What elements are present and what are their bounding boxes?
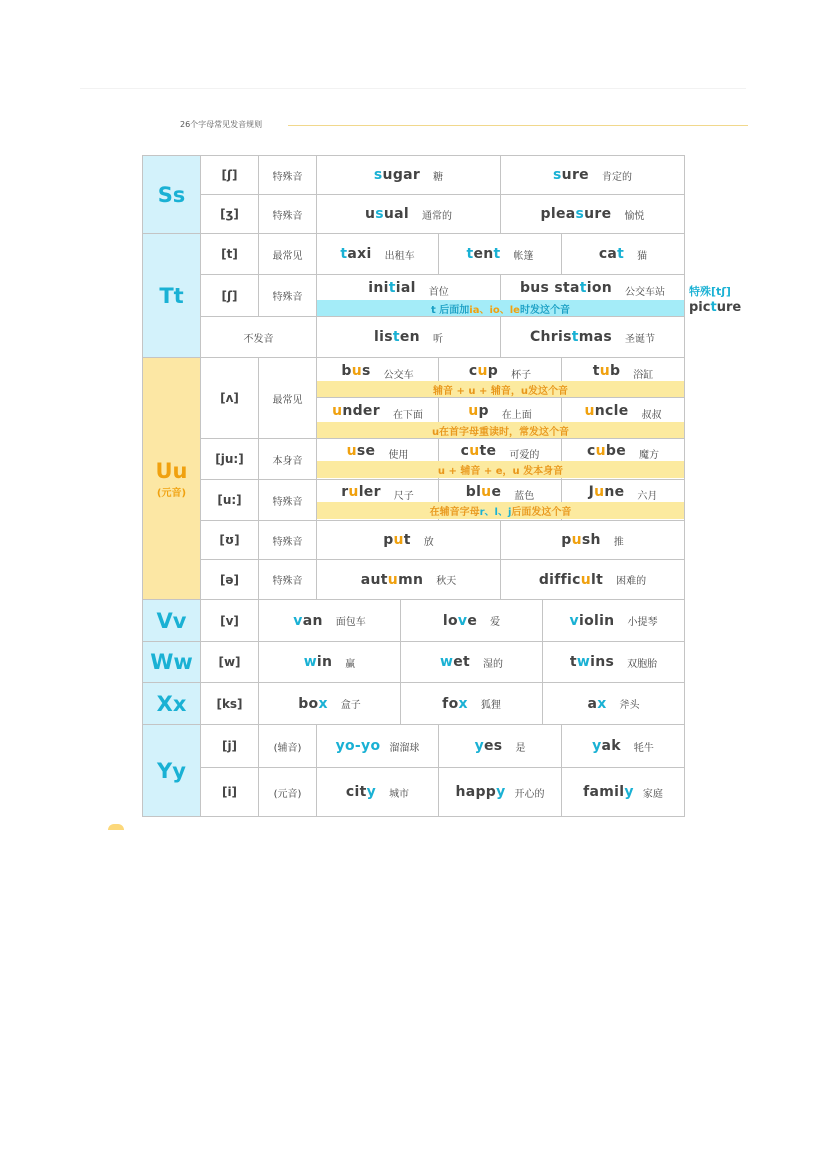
meaning-christmas: 圣诞节 <box>625 333 656 345</box>
word-up: up <box>468 403 489 419</box>
meaning-cube: 魔方 <box>639 450 659 461</box>
word-under: under <box>332 403 380 419</box>
rule-banner-u-2: u在首字母重读时，常发这个音 <box>317 422 684 438</box>
ipa-y-2: [i] <box>200 767 259 817</box>
word-wet: wet <box>439 654 471 670</box>
side-note-label: 特殊[tʃ] <box>689 285 731 298</box>
word-christmas: Christmas <box>529 329 613 345</box>
word-violin: violin <box>569 612 615 629</box>
decorative-dot <box>108 824 124 830</box>
meaning-yak: 牦牛 <box>633 742 654 754</box>
word-cell-pleasure <box>500 194 685 234</box>
header-rule <box>288 125 748 126</box>
word-cell-autumn <box>316 559 501 600</box>
meaning-bus: 公交车 <box>383 370 414 381</box>
letter-v: Vv <box>156 608 187 633</box>
meaning-taxi: 出租车 <box>384 250 415 262</box>
word-initial: initial <box>368 280 416 296</box>
word-van: van <box>293 612 323 629</box>
word-cube: cube <box>586 443 626 459</box>
letter-x: Xx <box>156 691 187 716</box>
word-taxi: taxi <box>340 246 372 262</box>
letter-cell-s <box>142 155 201 234</box>
word-cell-twins <box>542 641 685 683</box>
meaning-win: 赢 <box>345 658 356 670</box>
letter-cell-t <box>142 233 201 358</box>
word-cell-win <box>258 641 401 683</box>
word-sure: sure <box>553 167 589 183</box>
word-cell-box <box>258 682 401 725</box>
word-bus-station: bus station <box>519 280 613 296</box>
word-cell-cat <box>561 233 685 275</box>
letter-cell-u <box>142 357 201 600</box>
ipa-u-2: [ju:] <box>200 438 259 480</box>
word-fox: fox <box>442 695 468 712</box>
tag-y-1: (辅音) <box>258 724 317 768</box>
word-cell-city <box>316 767 439 817</box>
meaning-use: 使用 <box>388 450 409 461</box>
ipa-s-2: [ʒ] <box>200 194 259 234</box>
word-cell-usual <box>316 194 501 234</box>
meaning-ax: 斧头 <box>619 700 640 711</box>
word-cell-listen <box>316 316 501 358</box>
meaning-difficult: 困难的 <box>616 576 647 587</box>
meaning-cute: 可爱的 <box>509 450 540 461</box>
letter-y: Yy <box>157 758 186 783</box>
letter-cell-x <box>142 682 201 725</box>
ipa-v: [v] <box>200 599 259 642</box>
word-sugar: sugar <box>373 167 421 183</box>
ipa-s-1: [ʃ] <box>200 155 259 195</box>
tag-u-3: 特殊音 <box>258 479 317 521</box>
word-yak: yak <box>592 738 621 754</box>
word-cell-taxi <box>316 233 439 275</box>
word-cell-push <box>500 520 685 560</box>
meaning-push: 推 <box>613 536 624 548</box>
word-put: put <box>383 532 411 548</box>
letter-u: Uu <box>155 458 188 483</box>
meaning-put: 放 <box>423 536 434 548</box>
tag-y-2: (元音) <box>258 767 317 817</box>
meaning-listen: 听 <box>432 333 443 345</box>
word-cell-sure <box>500 155 685 195</box>
meaning-yoyo: 溜溜球 <box>389 742 420 754</box>
word-tent: tent <box>466 246 501 262</box>
word-june: June <box>588 484 625 500</box>
word-cell-sugar <box>316 155 501 195</box>
ipa-t-2: [ʃ] <box>200 274 259 317</box>
meaning-sugar: 糖 <box>433 171 444 183</box>
letter-cell-w <box>142 641 201 683</box>
word-difficult: difficult <box>538 571 604 588</box>
tag-u-2: 本身音 <box>258 438 317 480</box>
page-title: 26个字母常见发音规则 <box>180 120 263 129</box>
word-cell-yoyo <box>316 724 439 768</box>
word-city: city <box>345 784 377 800</box>
meaning-under: 在下面 <box>392 410 423 421</box>
side-note-picture <box>689 283 741 315</box>
word-cell-put <box>316 520 501 560</box>
meaning-fox: 狐狸 <box>480 700 501 711</box>
word-box: box <box>298 695 328 712</box>
tag-t-silent: 不发音 <box>200 316 317 358</box>
meaning-blue: 蓝色 <box>514 491 535 502</box>
tag-u-5: 特殊音 <box>258 559 317 600</box>
word-family: family <box>583 784 634 800</box>
meaning-june: 六月 <box>637 491 658 502</box>
meaning-tent: 帐篷 <box>513 250 534 262</box>
word-ruler: ruler <box>341 484 381 500</box>
meaning-up: 在上面 <box>501 410 532 421</box>
pronunciation-table <box>142 155 685 817</box>
word-blue: blue <box>465 484 502 500</box>
word-cell-love <box>400 599 543 642</box>
word-cell-ax <box>542 682 685 725</box>
word-cell-tent <box>438 233 562 275</box>
letter-s: Ss <box>157 182 186 207</box>
word-uncle: uncle <box>584 403 629 419</box>
rule-banner-t: t 后面加 ia、io、le 时发这个音 <box>317 300 684 316</box>
word-cell-difficult <box>500 559 685 600</box>
letter-cell-v <box>142 599 201 642</box>
word-cell-wet <box>400 641 543 683</box>
meaning-usual: 通常的 <box>422 210 453 222</box>
tag-u-4: 特殊音 <box>258 520 317 560</box>
word-cell-van <box>258 599 401 642</box>
word-use: use <box>346 443 376 459</box>
word-autumn: autumn <box>360 571 424 588</box>
word-bus: bus <box>341 363 371 379</box>
letter-cell-y <box>142 724 201 817</box>
word-cell-violin <box>542 599 685 642</box>
word-tub: tub <box>592 363 621 379</box>
word-ax: ax <box>587 695 607 712</box>
tag-s-1: 特殊音 <box>258 155 317 195</box>
word-happy: happy <box>455 784 506 800</box>
meaning-sure: 肯定的 <box>601 171 632 183</box>
meaning-box: 盒子 <box>340 700 361 711</box>
ipa-u-5: [ə] <box>200 559 259 600</box>
tag-u-1: 最常见 <box>258 357 317 439</box>
meaning-city: 城市 <box>389 788 410 800</box>
word-pleasure: pleasure <box>540 206 612 222</box>
word-cute: cute <box>460 443 497 459</box>
meaning-yes: 是 <box>515 742 526 754</box>
rule-banner-u-1: 辅音 + u + 辅音，u发这个音 <box>317 381 684 397</box>
ipa-u-4: [ʊ] <box>200 520 259 560</box>
ipa-w: [w] <box>200 641 259 683</box>
meaning-love: 爱 <box>490 617 501 628</box>
word-twins: twins <box>569 654 615 670</box>
ipa-t-1: [t] <box>200 233 259 275</box>
meaning-cat: 猫 <box>637 250 648 262</box>
rule-banner-u-3: u + 辅音 + e，u 发本身音 <box>317 461 684 478</box>
meaning-autumn: 秋天 <box>436 576 457 587</box>
tag-t-2: 特殊音 <box>258 274 317 317</box>
word-cell-yes <box>438 724 562 768</box>
tag-s-2: 特殊音 <box>258 194 317 234</box>
word-yoyo: yo-yo <box>335 738 381 754</box>
ipa-u-1: [ʌ] <box>200 357 259 439</box>
page-header <box>180 117 750 133</box>
word-love: love <box>442 612 478 629</box>
ipa-x: [ks] <box>200 682 259 725</box>
meaning-happy: 开心的 <box>514 788 545 800</box>
word-cup: cup <box>468 363 499 379</box>
letter-w: Ww <box>150 650 193 674</box>
word-yes: yes <box>474 738 503 754</box>
meaning-bus-station: 公交车站 <box>625 287 666 298</box>
meaning-pleasure: 愉悦 <box>624 210 645 222</box>
meaning-cup: 杯子 <box>511 370 532 381</box>
word-cell-happy <box>438 767 562 817</box>
page-top-line <box>80 88 746 89</box>
word-push: push <box>561 532 601 548</box>
word-listen: listen <box>374 329 420 345</box>
word-cell-fox <box>400 682 543 725</box>
word-cell-yak <box>561 724 685 768</box>
meaning-initial: 首位 <box>428 287 449 298</box>
meaning-tub: 浴缸 <box>633 370 654 381</box>
meaning-wet: 湿的 <box>483 658 504 670</box>
word-usual: usual <box>364 206 410 222</box>
letter-t: Tt <box>159 283 184 308</box>
meaning-ruler: 尺子 <box>393 491 414 502</box>
word-cell-christmas <box>500 316 685 358</box>
rule-banner-u-4: 在辅音字母 r、l、j 后面发这个音 <box>317 502 684 519</box>
meaning-violin: 小提琴 <box>627 617 658 628</box>
tag-t-1: 最常见 <box>258 233 317 275</box>
side-note-word: picture <box>689 300 742 315</box>
meaning-twins: 双胞胎 <box>627 658 658 670</box>
meaning-van: 面包车 <box>335 617 366 628</box>
word-win: win <box>303 654 333 670</box>
word-cat: cat <box>598 246 625 262</box>
word-cell-family <box>561 767 685 817</box>
ipa-y-1: [j] <box>200 724 259 768</box>
meaning-uncle: 叔叔 <box>641 410 662 421</box>
meaning-family: 家庭 <box>642 788 663 800</box>
ipa-u-3: [u:] <box>200 479 259 521</box>
letter-u-note: (元音) <box>156 487 187 499</box>
